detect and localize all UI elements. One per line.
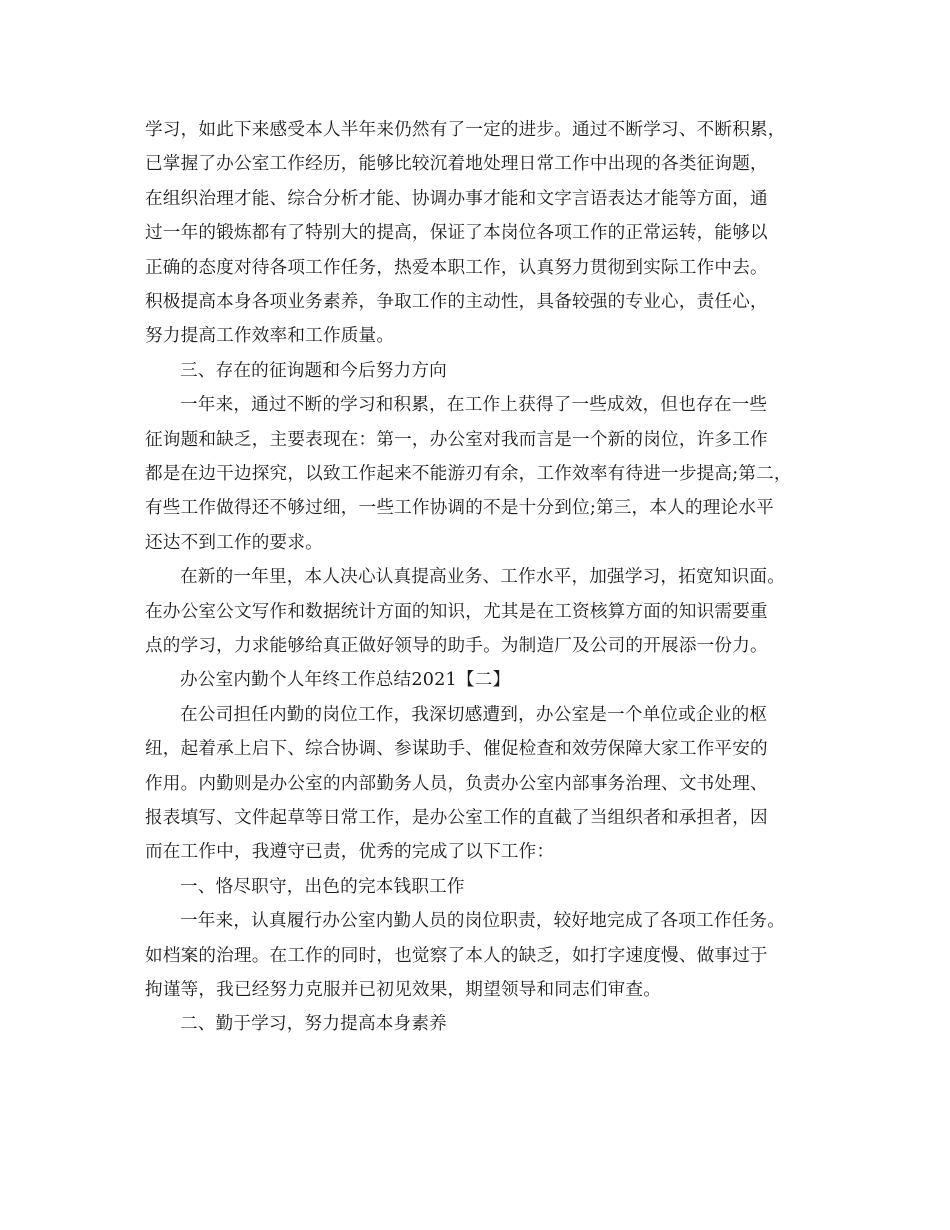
paragraph-line: 如档案的治理。在工作的同时，也觉察了本人的缺乏，如打字速度慢、做事过于 — [145, 946, 768, 966]
paragraph-line-indented: 办公室内勤个人年终工作总结2021【二】 — [180, 670, 511, 690]
paragraph-line-indented: 一年来，通过不断的学习和积累，在工作上获得了一些成效，但也存在一些 — [180, 395, 768, 415]
paragraph-line-indented: 三、存在的征询题和今后努力方向 — [180, 361, 447, 381]
paragraph-line: 点的学习，力求能够给真正做好领导的助手。为制造厂及公司的开展添一份力。 — [145, 636, 768, 656]
paragraph-line-indented: 一年来，认真履行办公室内勤人员的岗位职责，较好地完成了各项工作任务。 — [180, 911, 785, 931]
paragraph-line-indented: 在公司担任内勤的岗位工作，我深切感遭到，办公室是一个单位或企业的枢 — [180, 705, 768, 725]
paragraph-line: 作用。内勤则是办公室的内部勤务人员，负责办公室内部事务治理、文书处理、 — [145, 774, 768, 794]
paragraph-line-indented: 在新的一年里，本人决心认真提高业务、工作水平，加强学习，拓宽知识面。 — [180, 567, 785, 587]
paragraph-line: 还达不到工作的要求。 — [145, 533, 323, 553]
paragraph-line: 积极提高本身各项业务素养，争取工作的主动性，具备较强的专业心，责任心， — [145, 292, 768, 312]
paragraph-line-indented: 一、恪尽职守，出色的完本钱职工作 — [180, 877, 465, 897]
paragraph-line: 纽，起着承上启下、综合协调、参谋助手、催促检查和效劳保障大家工作平安的 — [145, 739, 768, 759]
paragraph-line: 努力提高工作效率和工作质量。 — [145, 326, 395, 346]
paragraph-line: 有些工作做得还不够过细，一些工作协调的不是十分到位;第三，本人的理论水平 — [145, 498, 774, 518]
paragraph-line-indented: 二、勤于学习，努力提高本身素养 — [180, 1014, 447, 1034]
paragraph-line: 正确的态度对待各项工作任务，热爱本职工作，认真努力贯彻到实际工作中去。 — [145, 258, 768, 278]
paragraph-line: 已掌握了办公室工作经历，能够比较沉着地处理日常工作中出现的各类征询题， — [145, 154, 768, 174]
paragraph-line: 都是在边干边探究，以致工作起来不能游刃有余，工作效率有待进一步提高;第二， — [145, 464, 792, 484]
paragraph-line: 学习，如此下来感受本人半年来仍然有了一定的进步。通过不断学习、不断积累， — [145, 120, 786, 140]
paragraph-line: 而在工作中，我遵守已责，优秀的完成了以下工作： — [145, 842, 555, 862]
paragraph-line: 过一年的锻炼都有了特别大的提高，保证了本岗位各项工作的正常运转，能够以 — [145, 223, 768, 243]
paragraph-line: 在组织治理才能、综合分析才能、协调办事才能和文字言语表达才能等方面，通 — [145, 189, 768, 209]
paragraph-line: 报表填写、文件起草等日常工作，是办公室工作的直截了当组织者和承担者，因 — [145, 808, 768, 828]
paragraph-line: 征询题和缺乏，主要表现在：第一，办公室对我而言是一个新的岗位，许多工作 — [145, 430, 768, 450]
paragraph-line: 拘谨等，我已经努力克服并已初见效果，期望领导和同志们审查。 — [145, 980, 662, 1000]
paragraph-line: 在办公室公文写作和数据统计方面的知识，尤其是在工资核算方面的知识需要重 — [145, 602, 768, 622]
